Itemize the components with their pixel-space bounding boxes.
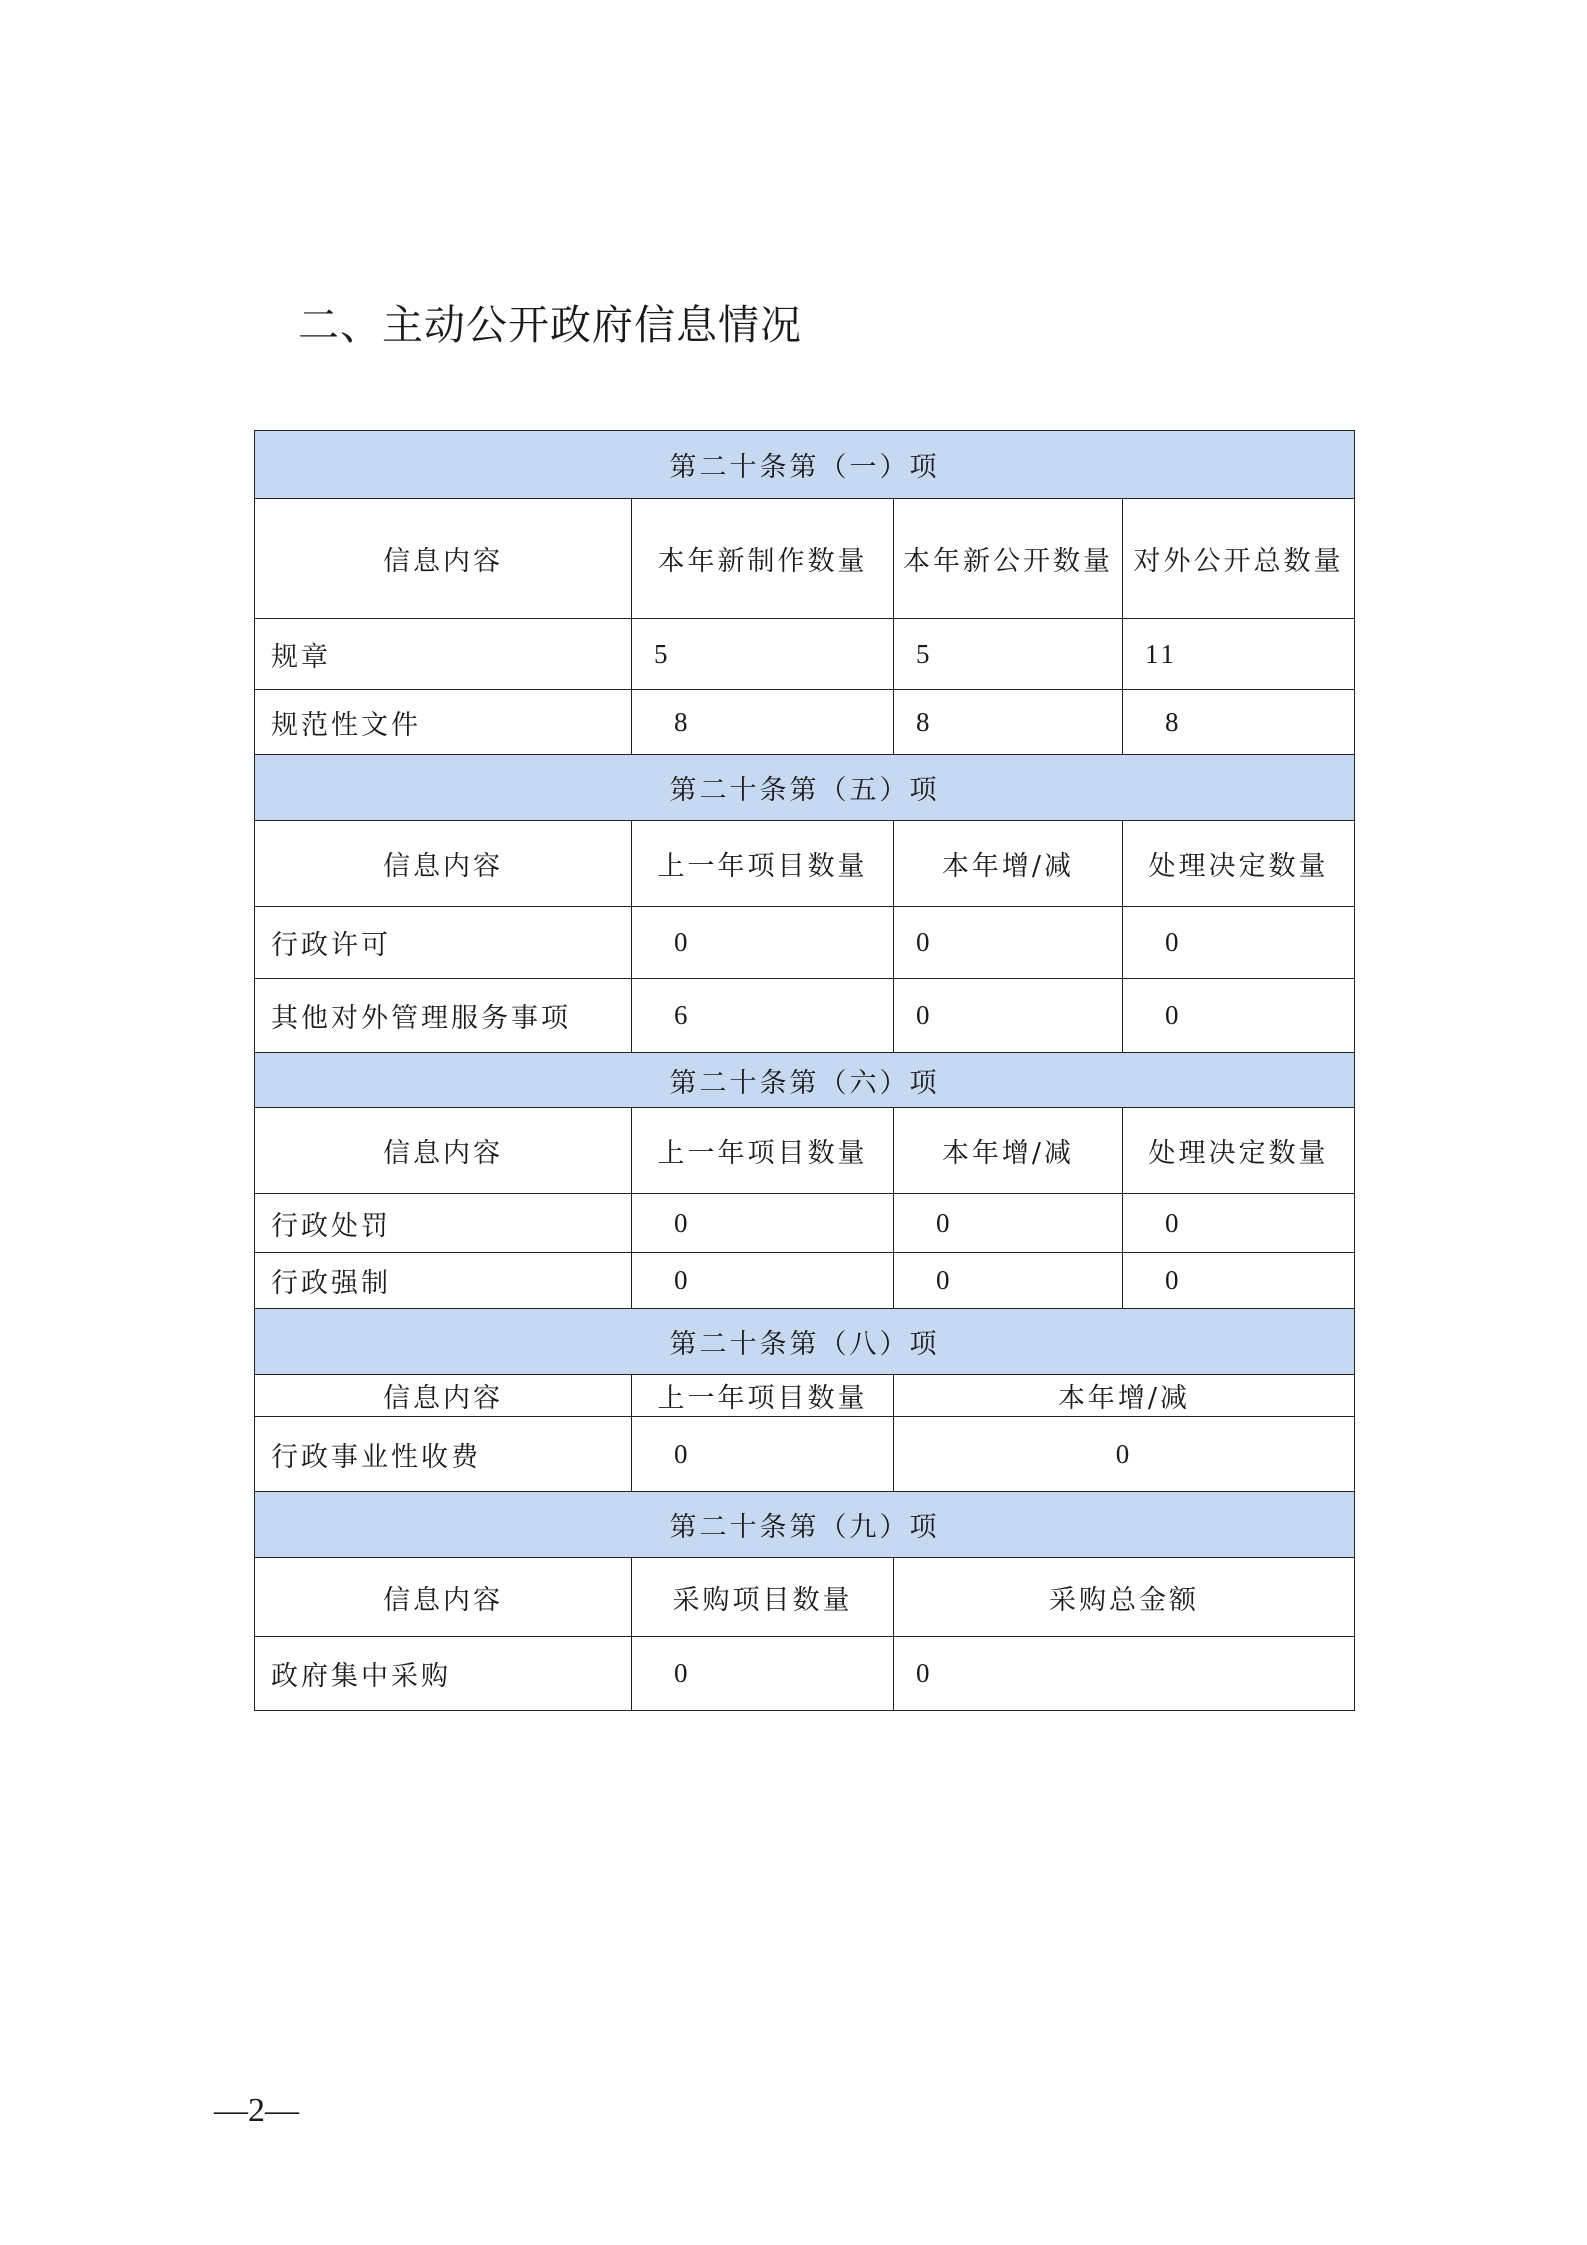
value-cell: 0 bbox=[894, 979, 1123, 1053]
value-cell: 5 bbox=[894, 619, 1123, 690]
section-title: 第二十条第（一）项 bbox=[255, 431, 1355, 499]
page-number: —2— bbox=[214, 2092, 299, 2129]
header-cell: 本年增/减 bbox=[894, 1108, 1123, 1194]
header-cell: 本年增/减 bbox=[894, 1375, 1355, 1417]
table-row bbox=[255, 1637, 1355, 1711]
row-label: 行政处罚 bbox=[255, 1194, 632, 1253]
value-cell: 0 bbox=[894, 1194, 1123, 1253]
row-label: 规章 bbox=[255, 619, 632, 690]
table-row bbox=[255, 619, 1355, 690]
section-title: 第二十条第（九）项 bbox=[255, 1492, 1355, 1558]
section-title: 第二十条第（六）项 bbox=[255, 1053, 1355, 1108]
header-cell: 信息内容 bbox=[255, 1375, 632, 1417]
header-cell: 处理决定数量 bbox=[1123, 821, 1355, 907]
row-label: 行政强制 bbox=[255, 1253, 632, 1309]
header-cell: 采购总金额 bbox=[894, 1558, 1355, 1637]
section-title-row bbox=[255, 1492, 1355, 1558]
section-title-row bbox=[255, 431, 1355, 499]
row-label: 其他对外管理服务事项 bbox=[255, 979, 632, 1053]
section-title-row bbox=[255, 755, 1355, 821]
section-title: 第二十条第（五）项 bbox=[255, 755, 1355, 821]
value-cell: 0 bbox=[894, 1253, 1123, 1309]
header-row bbox=[255, 1108, 1355, 1194]
row-label: 行政许可 bbox=[255, 907, 632, 979]
header-cell: 本年新公开数量 bbox=[894, 499, 1123, 619]
table-row bbox=[255, 690, 1355, 755]
header-row bbox=[255, 499, 1355, 619]
value-cell: 0 bbox=[1123, 1253, 1355, 1309]
header-cell: 处理决定数量 bbox=[1123, 1108, 1355, 1194]
header-cell: 上一年项目数量 bbox=[632, 1375, 894, 1417]
table-row bbox=[255, 1253, 1355, 1309]
header-cell: 信息内容 bbox=[255, 1558, 632, 1637]
value-cell: 6 bbox=[632, 979, 894, 1053]
value-cell: 0 bbox=[1123, 979, 1355, 1053]
header-cell: 采购项目数量 bbox=[632, 1558, 894, 1637]
header-cell: 上一年项目数量 bbox=[632, 821, 894, 907]
header-cell: 对外公开总数量 bbox=[1123, 499, 1355, 619]
value-cell: 8 bbox=[632, 690, 894, 755]
section-title-row bbox=[255, 1053, 1355, 1108]
header-cell: 上一年项目数量 bbox=[632, 1108, 894, 1194]
value-cell: 0 bbox=[632, 1253, 894, 1309]
table-row bbox=[255, 1194, 1355, 1253]
value-cell: 0 bbox=[1123, 907, 1355, 979]
table-row bbox=[255, 907, 1355, 979]
value-cell: 5 bbox=[632, 619, 894, 690]
value-cell: 0 bbox=[632, 1417, 894, 1492]
info-disclosure-table bbox=[254, 430, 1355, 1711]
header-cell: 信息内容 bbox=[255, 1108, 632, 1194]
table-row bbox=[255, 1417, 1355, 1492]
value-cell: 0 bbox=[632, 1194, 894, 1253]
value-cell: 0 bbox=[1123, 1194, 1355, 1253]
section-title: 第二十条第（八）项 bbox=[255, 1309, 1355, 1375]
header-cell: 信息内容 bbox=[255, 499, 632, 619]
row-label: 规范性文件 bbox=[255, 690, 632, 755]
value-cell: 0 bbox=[632, 907, 894, 979]
value-cell: 8 bbox=[1123, 690, 1355, 755]
header-row bbox=[255, 1375, 1355, 1417]
header-row bbox=[255, 821, 1355, 907]
header-row bbox=[255, 1558, 1355, 1637]
value-cell: 0 bbox=[894, 1417, 1355, 1492]
header-cell: 本年增/减 bbox=[894, 821, 1123, 907]
value-cell: 0 bbox=[632, 1637, 894, 1711]
section-title-row bbox=[255, 1309, 1355, 1375]
row-label: 行政事业性收费 bbox=[255, 1417, 632, 1492]
section-heading: 二、主动公开政府信息情况 bbox=[298, 301, 802, 349]
value-cell: 0 bbox=[894, 907, 1123, 979]
value-cell: 11 bbox=[1123, 619, 1355, 690]
header-cell: 信息内容 bbox=[255, 821, 632, 907]
table-row bbox=[255, 979, 1355, 1053]
row-label: 政府集中采购 bbox=[255, 1637, 632, 1711]
header-cell: 本年新制作数量 bbox=[632, 499, 894, 619]
value-cell: 0 bbox=[894, 1637, 1355, 1711]
value-cell: 8 bbox=[894, 690, 1123, 755]
